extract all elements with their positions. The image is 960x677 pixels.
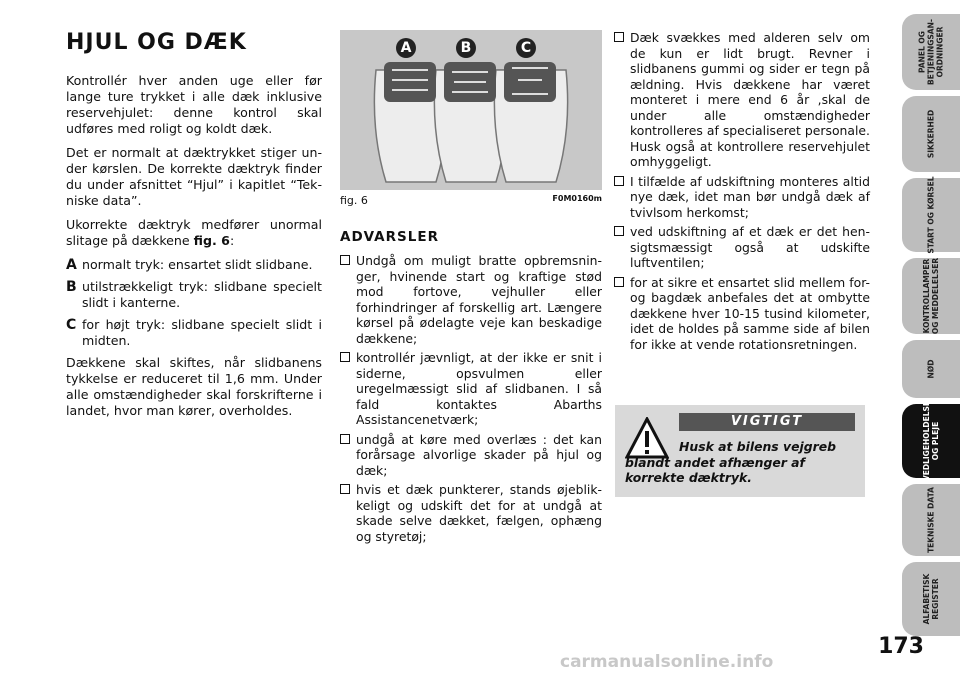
chapter-tab[interactable]: [902, 484, 960, 556]
list-item-c: [66, 317, 322, 349]
column-left: [66, 30, 322, 427]
warning-text: [625, 439, 860, 486]
paragraph-4: Dækkene skal skiftes, når slidbanens tykkelse er reduceret til 1,6 mm. Under alle omstændigheder skal forskrifterne i landet, hvor man kører, overholdes.: [66, 355, 322, 418]
bullet-text: kontrollér jævnligt, at der ikke er snit i siderne, opsvulmen eller uregelmæssigt slid af slidbanen. I så fald kontaktes Abarths Assistancenetværk;: [356, 350, 602, 427]
list-item-b: [66, 279, 322, 311]
warning-header: VIGTIGT: [679, 413, 855, 431]
list-item-a: [66, 257, 322, 273]
bullet-text: I tilfælde af udskiftning monteres altid nye dæk, idet man bør undgå dæk af tvivlsom herkomst;: [630, 173, 870, 220]
bullet-text: Dæk svækkes med alderen selv om de kun er lidt brugt. Revner i slidbanens gummi og sider er tegn på ældning. Hvis dækkene har været monteret i mere end 6 år ,skal de under alle omstændigheder kontrolleres af specialiseret personale. Husk også at kontrollere reservehjulet omhyggeligt.: [630, 30, 870, 169]
checkbox-bullet-icon: [614, 226, 624, 236]
tire-bullet-4: [614, 275, 870, 353]
checkbox-bullet-icon: [614, 277, 624, 287]
checkbox-bullet-icon: [340, 255, 350, 265]
warning-text-content: Husk at bilens vejgreb blandt andet afhænger af korrekte dæktryk.: [625, 439, 836, 485]
list-text: for højt tryk: slidbane specielt slidt i midten.: [82, 317, 322, 348]
bullet-text: Undgå om muligt bratte opbremsninger, hvinende start og kraftige stød mod fortove, vejhuller eller forhindringer af forskellig art. Længere kørsel på ødelagte veje kan beskadige dækkene;: [356, 253, 602, 346]
column-middle: [340, 30, 602, 548]
warning-bullet-4: [340, 482, 602, 544]
tire-bullet-1: [614, 30, 870, 170]
figure-caption-row: [340, 194, 602, 207]
chapter-tab[interactable]: [902, 562, 960, 636]
chapter-tab-label: KONTROLLAMPER OG MEDDELELSER: [922, 257, 940, 335]
watermark: carmanualsonline.info: [560, 652, 774, 672]
paragraph-1: Kontrollér hver anden uge eller før lange ture trykket i alle dæk inklusive reservehjulet: denne kontrol skal udføres med roligt og koldt dæk.: [66, 73, 322, 136]
figure-label-b: B: [456, 38, 476, 58]
chapter-tab-label: START OG KØRSEL: [926, 176, 936, 254]
chapter-tab[interactable]: [902, 14, 960, 90]
fig-reference: fig. 6: [193, 233, 230, 248]
page-title: HJUL OG DÆK: [66, 30, 247, 55]
paragraph-3-text: Ukorrekte dæktryk medfører unormal slitage på dækkene: [66, 217, 322, 248]
figure-code: F0M0160m: [552, 194, 602, 203]
checkbox-bullet-icon: [340, 434, 350, 444]
tire-bullet-2: [614, 174, 870, 221]
chapter-tab-label: SIKKERHED: [926, 109, 936, 159]
paragraph-3: [66, 217, 322, 249]
figure-caption: fig. 6: [340, 194, 368, 207]
column-right: [614, 30, 870, 356]
paragraph-3-colon: :: [229, 233, 235, 248]
list-key: A: [66, 257, 77, 273]
figure-label-c: C: [516, 38, 536, 58]
chapter-tab-label: VEDLIGEHOLDELSE OG PLEJE: [922, 400, 940, 482]
chapter-tab[interactable]: [902, 340, 960, 398]
list-key: C: [66, 317, 77, 333]
list-key: B: [66, 279, 77, 295]
page-number: 173: [878, 634, 924, 659]
warning-bullet-1: [340, 253, 602, 346]
chapter-tab-label: PANEL OG BETJENINGSAN- ORDNINGER: [917, 19, 945, 85]
warning-bullet-3: [340, 432, 602, 479]
bullet-text: hvis et dæk punkterer, stands øjeblikkeligt og udskift det for at undgå at skade selve dækket, fælgen, ophæng og styretøj;: [356, 482, 602, 544]
list-text: utilstrækkeligt tryk: slidbane specielt slidt i kanterne.: [82, 279, 322, 310]
chapter-tab[interactable]: [902, 178, 960, 252]
chapter-tab[interactable]: [902, 400, 960, 482]
chapter-tab-label: ALFABETISK REGISTER: [922, 573, 940, 625]
checkbox-bullet-icon: [614, 176, 624, 186]
bullet-text: for at sikre et ensartet slid mellem for- og bagdæk anbefales det at ombytte dækkene hver 10-15 tusind kilometer, idet de holdes på samme side af bilen for ikke at vende rotationsretningen.: [630, 274, 870, 352]
checkbox-bullet-icon: [614, 32, 624, 42]
paragraph-2: Det er normalt at dæktrykket stiger under kørslen. De korrekte dæktryk finder du under afsnittet “Hjul” i kapitlet “Tekniske data”.: [66, 145, 322, 208]
chapter-tab-label: TEKNISKE DATA: [926, 487, 936, 553]
warning-box: [615, 405, 865, 497]
checkbox-bullet-icon: [340, 352, 350, 362]
warnings-heading: ADVARSLER: [340, 229, 439, 245]
chapter-sidebar: [894, 0, 960, 677]
checkbox-bullet-icon: [340, 484, 350, 494]
chapter-tab-label: NØD: [926, 359, 936, 379]
tire-wear-figure: [340, 30, 602, 190]
list-text: normalt tryk: ensartet slidt slidbane.: [82, 257, 313, 272]
chapter-tab[interactable]: [902, 258, 960, 334]
warning-bullet-2: [340, 350, 602, 428]
chapter-tab[interactable]: [902, 96, 960, 172]
tire-bullet-3: [614, 224, 870, 271]
bullet-text: undgå at køre med overlæs : det kan forårsage alvorlige skader på hjul og dæk;: [356, 431, 602, 478]
figure-label-a: A: [396, 38, 416, 58]
bullet-text: ved udskiftning af et dæk er det hensigtsmæssigt også at udskifte luftventilen;: [630, 224, 870, 270]
